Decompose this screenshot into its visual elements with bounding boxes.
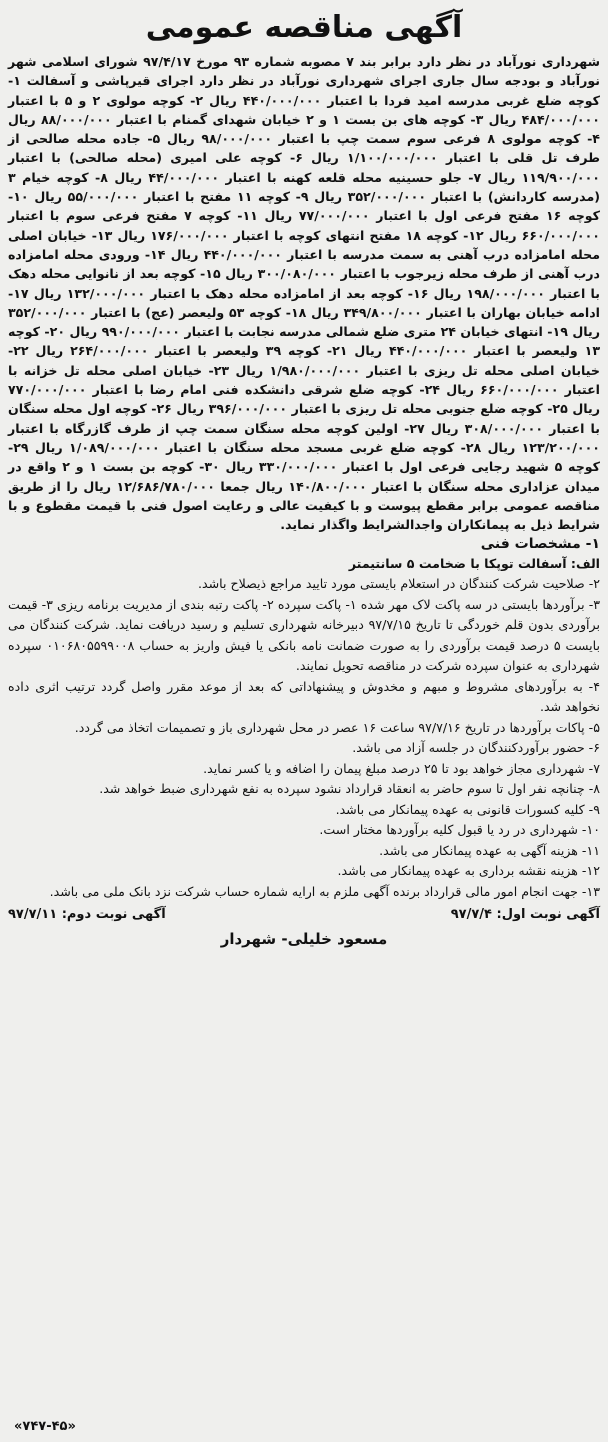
first-notice-date: آگهی نوبت اول: ۹۷/۷/۴	[450, 907, 600, 923]
condition-item: ۹- کلیه کسورات قانونی به عهده پیمانکار می باشد.	[335, 801, 600, 817]
condition-item: ۷- شهرداری مجاز خواهد بود تا ۲۵ درصد مبلغ پیمان را اضافه و یا کسر نماید.	[203, 760, 600, 776]
notice-dates	[8, 904, 600, 926]
condition-item: ۳- برآوردها بایستی در سه پاکت لاک مهر شده ۱- پاکت سپرده ۲- پاکت رتبه بندی از مدیریت برنامه ریزی ۳- قیمت برآوردی بدون قلم خوردگی تا تاریخ ۹۷/۷/۱۵ دبیرخانه شهرداری تسلیم و رسید دریافت نماید. شرکت کنندگان می بایست ۵ درصد قیمت برآوردی را به صورت ضمانت نامه بانکی یا فیش واریز به حساب ۰۱۰۶۸۰۵۵۹۹۰۰۸ سپرده شهرداری به عنوان سپرده شرکت در مناقصه تحویل نمایند.	[8, 596, 601, 674]
condition-item: ۱۱- هزینه آگهی به عهده پیمانکار می باشد.	[379, 842, 600, 858]
signature: مسعود خلیلی- شهردار	[220, 930, 388, 949]
section-heading: ۱- مشخصات فنی	[480, 536, 600, 553]
condition-item: ۶- حضور برآوردکنندگان در جلسه آزاد می باشد.	[352, 740, 600, 756]
condition-item: ۵- پاکات برآوردها در تاریخ ۹۷/۷/۱۶ ساعت ۱۶ عصر در محل شهرداری باز و تصمیمات اتخاذ می گردد.	[74, 719, 600, 735]
condition-item: ۱۳- جهت انجام امور مالی قرارداد برنده آگهی ملزم به ارایه شماره حساب شرکت نزد بانک ملی می باشد.	[49, 883, 600, 899]
technical-spec: الف: آسفالت توپکا با ضخامت ۵ سانتیمتر	[348, 556, 600, 572]
condition-item: ۸- چنانچه نفر اول تا سوم حاضر به انعقاد قرارداد نشود سپرده به نفع شهرداری ضبط خواهد شد.	[99, 781, 600, 797]
condition-item: ۴- به برآوردهای مشروط و مبهم و مخدوش و پیشنهاداتی که بعد از موعد مقرر واصل گردد ترتیب اثری داده نخواهد شد.	[8, 678, 600, 715]
second-notice-date: آگهی نوبت دوم: ۹۷/۷/۱۱	[8, 907, 166, 923]
intro-paragraph: شهرداری نورآباد در نظر دارد برابر بند ۷ مصوبه شماره ۹۳ مورخ ۹۷/۴/۱۷ شورای اسلامی شهر نورآباد و بودجه سال جاری اجرای شهرداری نورآباد در نظر دارد اجرای قیرپاشی و آسفالت ۱- کوچه ضلع غربی مدرسه امید فردا با اعتبار ۴۴۰/۰۰۰/۰۰۰ ریال ۲- کوچه مولوی ۲ و ۵ با اعتبار ۴۸۴/۰۰۰/۰۰۰ ریال ۳- کوچه های بن بست ۱ و ۲ خیابان شهدای گمنام با اعتبار ۸۸/۰۰۰/۰۰۰ ریال ۴- کوچه مولوی ۸ فرعی سوم سمت چپ با اعتبار ۹۸/۰۰۰/۰۰۰ ریال ۵- جاده محله صالحی از طرف تل قلی با اعتبار ۱/۱۰۰/۰۰۰/۰۰۰ ریال ۶- کوچه علی امیری (محله صالحی) با اعتبار ۱۱۹/۹۰۰/۰۰۰ ریال ۷- جلو حسینیه محله قلعه کهنه با اعتبار ۴۴/۰۰۰/۰۰۰ ریال ۸- کوچه خیام ۳ (مدرسه کاردانش) با اعتبار ۳۵۲/۰۰۰/۰۰۰ ریال ۹- کوچه ۱۱ مفتح با اعتبار ۵۵/۰۰۰/۰۰۰ ریال ۱۰- کوچه ۱۶ مفتح فرعی اول با اعتبار ۷۷/۰۰۰/۰۰۰ ریال ۱۱- کوچه ۷ مفتح فرعی سوم با اعتبار ۶۶۰/۰۰۰/۰۰۰ ریال ۱۲- کوچه ۱۸ مفتح انتهای کوچه با اعتبار ۱۷۶/۰۰۰/۰۰۰ ریال ۱۳- خیابان اصلی محله امامزاده درب آهنی به سمت مدرسه با اعتبار ۴۴۰/۰۰۰/۰۰۰ ریال ۱۴- ورودی محله امامزاده درب آهنی از طرف محله زیرجوب با اعتبار ۳۰۰/۰۸۰/۰۰۰ ریال ۱۵- کوچه بعد از نانوایی محله دهک با اعتبار ۱۹۸/۰۰۰/۰۰۰ ریال ۱۶- کوچه بعد از امامزاده محله دهک با اعتبار ۱۳۲/۰۰۰/۰۰۰ ریال ۱۷- ادامه خیابان بهاران با اعتبار ۳۴۹/۸۰۰/۰۰۰ ریال ۱۸- کوچه ۵۳ ولیعصر (عج) با اعتبار ۳۵۲/۰۰۰/۰۰۰ ریال ۱۹- انتهای خیابان ۲۴ متری ضلع شمالی مدرسه نجابت با اعتبار ۹۹۰/۰۰۰/۰۰۰ ریال ۲۰- کوچه ۱۳ ولیعصر با اعتبار ۴۴۰/۰۰۰/۰۰۰ ریال ۲۱- کوچه ۳۹ ولیعصر با اعتبار ۲۶۴/۰۰۰/۰۰۰ ریال ۲۲- خیابان اصلی محله تل ریزی با اعتبار ۱/۹۸۰/۰۰۰/۰۰۰ ریال ۲۳- خیابان اصلی محله تل خزانه با اعتبار ۶۶۰/۰۰۰/۰۰۰ ریال ۲۴- کوچه ضلع شرقی دانشکده فنی امام رضا با اعتبار ۷۷۰/۰۰۰/۰۰۰ ریال ۲۵- کوچه ضلع جنوبی محله تل ریزی با اعتبار ۳۹۶/۰۰۰/۰۰۰ ریال ۲۶- کوچه اول محله سنگان با اعتبار ۳۰۸/۰۰۰/۰۰۰ ریال ۲۷- اولین کوچه محله سنگان سمت چپ از طرف گازرگاه با اعتبار ۱۲۳/۲۰۰/۰۰۰ ریال ۲۸- کوچه ضلع غربی مسجد محله سنگان با اعتبار ۱/۰۸۹/۰۰۰/۰۰۰ ریال ۲۹- کوچه ۵ شهید رجایی فرعی اول با اعتبار ۳۳۰/۰۰۰/۰۰۰ ریال ۳۰- کوچه بن بست ۱ و ۲ واقع در میدان عزاداری محله سنگان با اعتبار ۱۴۰/۸۰۰/۰۰۰ ریال جمعا ۱۲/۶۸۶/۷۸۰/۰۰۰ ریال را از طریق مناقصه عمومی برابر مقطع پیوست و با کیفیت عالی و رعایت اصول فنی با قیمت مقطوع و با شرایط ذیل به پیمانکاران واجدالشرایط واگذار نماید.	[8, 54, 601, 533]
ad-code: «۷۴۷-۴۵»	[14, 1419, 76, 1434]
condition-item: ۱۰- شهرداری در رد یا قبول کلیه برآوردها مختار است.	[319, 822, 600, 838]
page-title: آگهی مناقصه عمومی	[145, 10, 463, 45]
condition-item: ۱۲- هزینه نقشه برداری به عهده پیمانکار می باشد.	[337, 863, 600, 879]
condition-item: ۲- صلاحیت شرکت کنندگان در استعلام بایستی مورد تایید مراجع ذیصلاح باشد.	[197, 576, 600, 592]
